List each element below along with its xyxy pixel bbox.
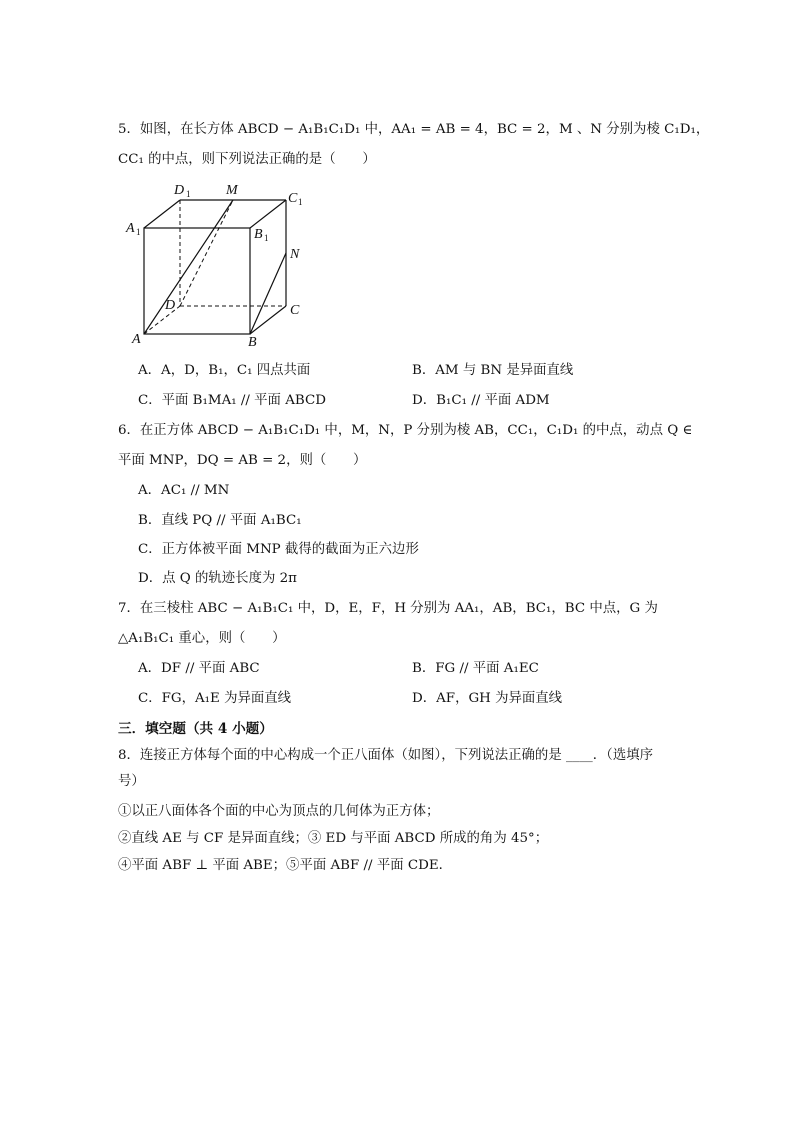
label-N: N (290, 247, 300, 262)
q7-stem-line1: 7．在三棱柱 ABC − A₁B₁C₁ 中，D，E，F，H 分别为 AA₁，AB，BC₁，BC 中点，G 为 (118, 601, 658, 616)
q6-stem-line2: 平面 MNP，DQ = AB = 2，则（ ） (118, 453, 367, 468)
segment-BN (250, 253, 286, 334)
segment-AM (144, 200, 233, 334)
q6-option-b: B．直线 PQ // 平面 A₁BC₁ (138, 513, 302, 528)
segment-DM (180, 200, 233, 306)
q8-stem-line1: 8．连接正方体每个面的中心构成一个正八面体（如图），下列说法正确的是 ____．（选填序 (118, 748, 653, 763)
label-B: B (248, 335, 257, 348)
front-face (144, 228, 250, 334)
q8-stem-line2: 号） (118, 774, 145, 789)
label-C1: C (288, 191, 298, 206)
q7-option-b: B．FG // 平面 A₁EC (412, 661, 539, 676)
section-heading: 三．填空题（共 4 小题） (118, 721, 273, 737)
q7-option-d: D．AF，GH 为异面直线 (412, 691, 563, 706)
q7-option-a: A．DF // 平面 ABC (138, 661, 260, 676)
q5-option-b: B．AM 与 BN 是异面直线 (412, 363, 574, 378)
q5-option-d: D．B₁C₁ // 平面 ADM (412, 393, 550, 408)
q5-option-c: C．平面 B₁MA₁ // 平面 ABCD (138, 393, 326, 408)
label-B1: B (254, 227, 263, 242)
label-C1-sub: 1 (298, 197, 303, 207)
q8-statement-1: ①以正八面体各个面的中心为顶点的几何体为正方体； (118, 804, 440, 819)
q7-option-c: C．FG，A₁E 为异面直线 (138, 691, 292, 706)
label-D: D (165, 298, 176, 313)
label-B1-sub: 1 (264, 233, 269, 243)
q5-stem-line1: 5．如图，在长方体 ABCD − A₁B₁C₁D₁ 中，AA₁ = AB = 4，BC = 2，M 、N 分别为棱 C₁D₁， (118, 122, 710, 137)
q6-option-c: C．正方体被平面 MNP 截得的截面为正六边形 (138, 542, 419, 557)
q5-stem-line2: CC₁ 的中点，则下列说法正确的是（ ） (118, 152, 376, 167)
label-A: A (132, 332, 141, 347)
q6-stem-line1: 6．在正方体 ABCD − A₁B₁C₁D₁ 中，M，N，P 分别为棱 AB，CC₁，C₁D₁ 的中点，动点 Q ∈ (118, 423, 693, 438)
q8-statement-4-5: ④平面 ABF ⊥ 平面 ABE；⑤平面 ABF // 平面 CDE． (118, 858, 452, 873)
label-M: M (226, 183, 238, 198)
q7-stem-line2: △A₁B₁C₁ 重心，则（ ） (118, 631, 286, 646)
label-A1-sub: 1 (136, 227, 141, 237)
label-C: C (290, 303, 300, 318)
cuboid-figure (118, 178, 318, 348)
label-D1: D (174, 183, 185, 198)
label-A1: A (126, 221, 135, 236)
q6-option-a: A．AC₁ // MN (138, 483, 230, 498)
q6-option-d: D．点 Q 的轨迹长度为 2π (138, 571, 297, 586)
label-D1-sub: 1 (186, 189, 191, 199)
q8-statement-2-3: ②直线 AE 与 CF 是异面直线；③ ED 与平面 ABCD 所成的角为 45°； (118, 831, 549, 846)
q5-option-a: A．A，D，B₁，C₁ 四点共面 (138, 363, 311, 378)
